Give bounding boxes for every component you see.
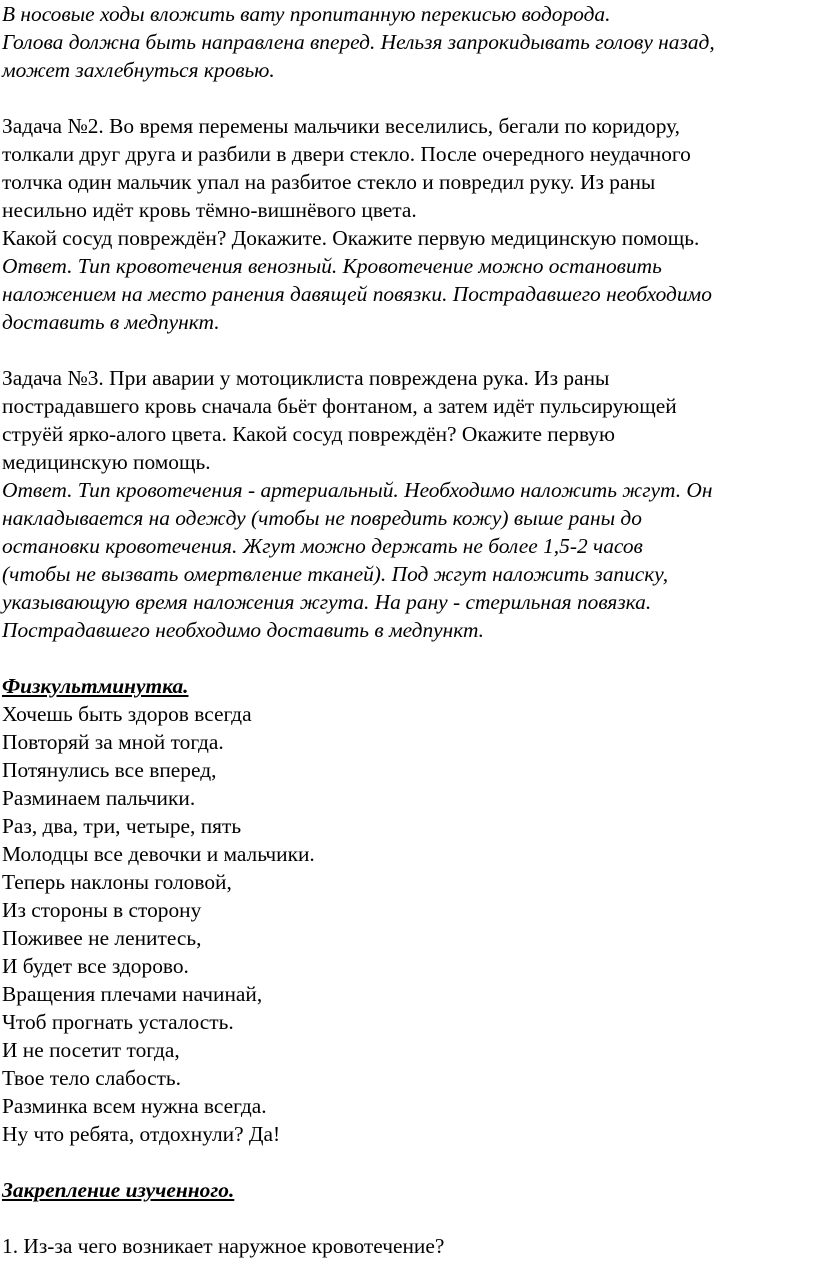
task-line: пострадавшего кровь сначала бьёт фонтаном, а затем идёт пульсирующей (2, 394, 677, 418)
task-3 (2, 364, 816, 644)
poem-line: Теперь наклоны головой, (2, 870, 232, 894)
physical-break-section (2, 672, 816, 1148)
physical-break-heading: Физкультминутка. (2, 674, 189, 698)
poem-line: Ну что ребята, отдохнули? Да! (2, 1122, 281, 1146)
poem-line: Разминаем пальчики. (2, 786, 196, 810)
answer-line: остановки кровотечения. Жгут можно держать не более 1,5-2 часов (2, 534, 643, 558)
spacer (2, 1204, 816, 1232)
task-line: Какой сосуд повреждён? Докажите. Окажите первую медицинскую помощь. (2, 226, 700, 250)
answer-line: доставить в медпункт. (2, 310, 220, 334)
poem-line: Раз, два, три, четыре, пять (2, 814, 242, 838)
answer-line: указывающую время наложения жгута. На рану - стерильная повязка. (2, 590, 652, 614)
poem-line: Потянулись все вперед, (2, 758, 217, 782)
spacer (2, 336, 816, 364)
task-line: толчка один мальчик упал на разбитое стекло и повредил руку. Из раны (2, 170, 656, 194)
spacer (2, 1148, 816, 1176)
answer-line: накладывается на одежду (чтобы не повредить кожу) выше раны до (2, 506, 642, 530)
answer-line: Ответ. Тип кровотечения венозный. Кровотечение можно остановить (2, 254, 662, 278)
task-line: несильно идёт кровь тёмно-вишнёвого цвета. (2, 198, 417, 222)
poem-line: Вращения плечами начинай, (2, 982, 263, 1006)
answer-line: В носовые ходы вложить вату пропитанную перекисью водорода. (2, 2, 611, 26)
answer-line: Пострадавшего необходимо доставить в медпункт. (2, 618, 485, 642)
spacer (2, 644, 816, 672)
poem-line: И будет все здорово. (2, 954, 189, 978)
answer-line: (чтобы не вызвать омертвление тканей). Под жгут наложить записку, (2, 562, 669, 586)
answer-line: может захлебнуться кровью. (2, 58, 275, 82)
poem-line: Из стороны в сторону (2, 898, 202, 922)
poem-line: Твое тело слабость. (2, 1066, 182, 1090)
spacer (2, 84, 816, 112)
consolidation-section (2, 1176, 816, 1260)
consolidation-question: 1. Из-за чего возникает наружное кровотечение? (2, 1234, 445, 1258)
poem-line: Повторяй за мной тогда. (2, 730, 224, 754)
poem-line: Молодцы все девочки и мальчики. (2, 842, 315, 866)
answer-line: Ответ. Тип кровотечения - артериальный. Необходимо наложить жгут. Он (2, 478, 713, 502)
poem-line: Хочешь быть здоров всегда (2, 702, 252, 726)
task-line: Задача №2. Во время перемены мальчики веселились, бегали по коридору, (2, 114, 681, 138)
poem-line: Разминка всем нужна всегда. (2, 1094, 267, 1118)
poem-line: Поживее не ленитесь, (2, 926, 202, 950)
consolidation-heading: Закрепление изученного. (2, 1178, 235, 1202)
task-line: Задача №3. При аварии у мотоциклиста повреждена рука. Из раны (2, 366, 610, 390)
task-2 (2, 112, 816, 336)
answer-line: наложением на место ранения давящей повязки. Пострадавшего необходимо (2, 282, 712, 306)
poem-line: И не посетит тогда, (2, 1038, 180, 1062)
answer-line: Голова должна быть направлена вперед. Нельзя запрокидывать голову назад, (2, 30, 715, 54)
poem-line: Чтоб прогнать усталость. (2, 1010, 234, 1034)
intro-answer (2, 0, 816, 84)
task-line: струёй ярко-алого цвета. Какой сосуд повреждён? Окажите первую (2, 422, 615, 446)
task-line: толкали друг друга и разбили в двери стекло. После очередного неудачного (2, 142, 691, 166)
task-line: медицинскую помощь. (2, 450, 211, 474)
